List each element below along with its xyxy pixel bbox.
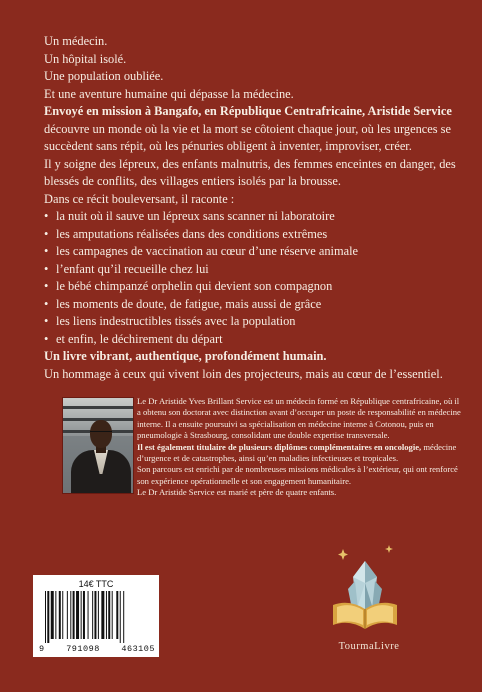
bio-paragraph: Il est également titulaire de plusieurs diplômes complémentaires en oncologie, médecine d’urgence et de catastrophes, ainsi qu’en maladies infectieuses et tropicales. bbox=[137, 441, 457, 464]
barcode-box bbox=[33, 575, 159, 657]
list-item: • les moments de doute, de fatigue, mais aussi de grâce bbox=[44, 296, 464, 314]
tagline: Un livre vibrant, authentique, profondément humain. bbox=[44, 349, 327, 363]
list-item: • les liens indestructibles tissés avec la population bbox=[44, 313, 464, 331]
author-bio bbox=[137, 396, 465, 499]
isbn-prefix: 9 bbox=[39, 644, 45, 654]
bio-paragraph: Son parcours est enrichi par de nombreuses missions médicales à l’extérieur, qui ont renforcé son expérience opérationnelle et son engagement humanitaire. bbox=[137, 464, 458, 486]
mission-bold: Envoyé en mission à Bangafo, en République Centrafricaine, Aristide Service bbox=[44, 104, 452, 118]
story-list bbox=[44, 208, 464, 348]
mission-paragraph bbox=[44, 103, 464, 156]
closing-line: Un hommage à ceux qui vivent loin des projecteurs, mais au cœur de l’essentiel. bbox=[44, 366, 443, 381]
isbn-group-2: 463105 bbox=[121, 644, 155, 654]
book-crystal-logo bbox=[325, 543, 405, 643]
list-item: • l’enfant qu’il recueille chez lui bbox=[44, 261, 464, 279]
isbn-number bbox=[39, 644, 155, 654]
back-cover-blurb bbox=[44, 33, 464, 383]
mission-rest: découvre un monde où la vie et la mort se côtoient chaque jour, où les urgences se succèdent sans répit, où les pénuries obligent à inventer, improviser, créer. bbox=[44, 121, 452, 153]
list-item: • et enfin, le déchirement du départ bbox=[44, 331, 464, 349]
bio-paragraph: Le Dr Aristide Yves Brillant Service est un médecin formé en République centrafricaine, où il a obtenu son doctorat avec distinction avant d’occuper un poste de responsabilité en médecine interne. Il a ensuite poursuivi sa spécialisation en médecine interne à Cotonou, puis en pneumologie à Strasbourg, consolidant une double expertise transversale. bbox=[137, 396, 461, 441]
care-paragraph: Il y soigne des lépreux, des enfants malnutris, des femmes enceintes en danger, des blessés de conflits, des villages entiers isolés par la brousse. bbox=[44, 156, 456, 188]
barcode-icon bbox=[43, 591, 153, 643]
list-item: • les campagnes de vaccination au cœur d’une réserve animale bbox=[44, 243, 464, 261]
blurb-line: Et une aventure humaine qui dépasse la médecine. bbox=[44, 86, 294, 101]
blurb-line: Un médecin. bbox=[44, 34, 108, 48]
list-item: • la nuit où il sauve un lépreux sans scanner ni laboratoire bbox=[44, 208, 464, 226]
author-photo bbox=[62, 397, 134, 494]
blurb-line: Un hôpital isolé. bbox=[44, 51, 127, 66]
bio-paragraph: Le Dr Aristide Service est marié et père de quatre enfants. bbox=[137, 487, 337, 498]
publisher-name: TourmaLivre bbox=[338, 641, 400, 652]
isbn-group-1: 791098 bbox=[66, 644, 100, 654]
list-item: • le bébé chimpanzé orphelin qui devient son compagnon bbox=[44, 278, 464, 296]
blurb-line: Une population oubliée. bbox=[44, 69, 164, 83]
price-label: 14€ TTC bbox=[78, 579, 114, 589]
list-item: • les amputations réalisées dans des conditions extrêmes bbox=[44, 226, 464, 244]
list-intro: Dans ce récit bouleversant, il raconte : bbox=[44, 191, 235, 206]
